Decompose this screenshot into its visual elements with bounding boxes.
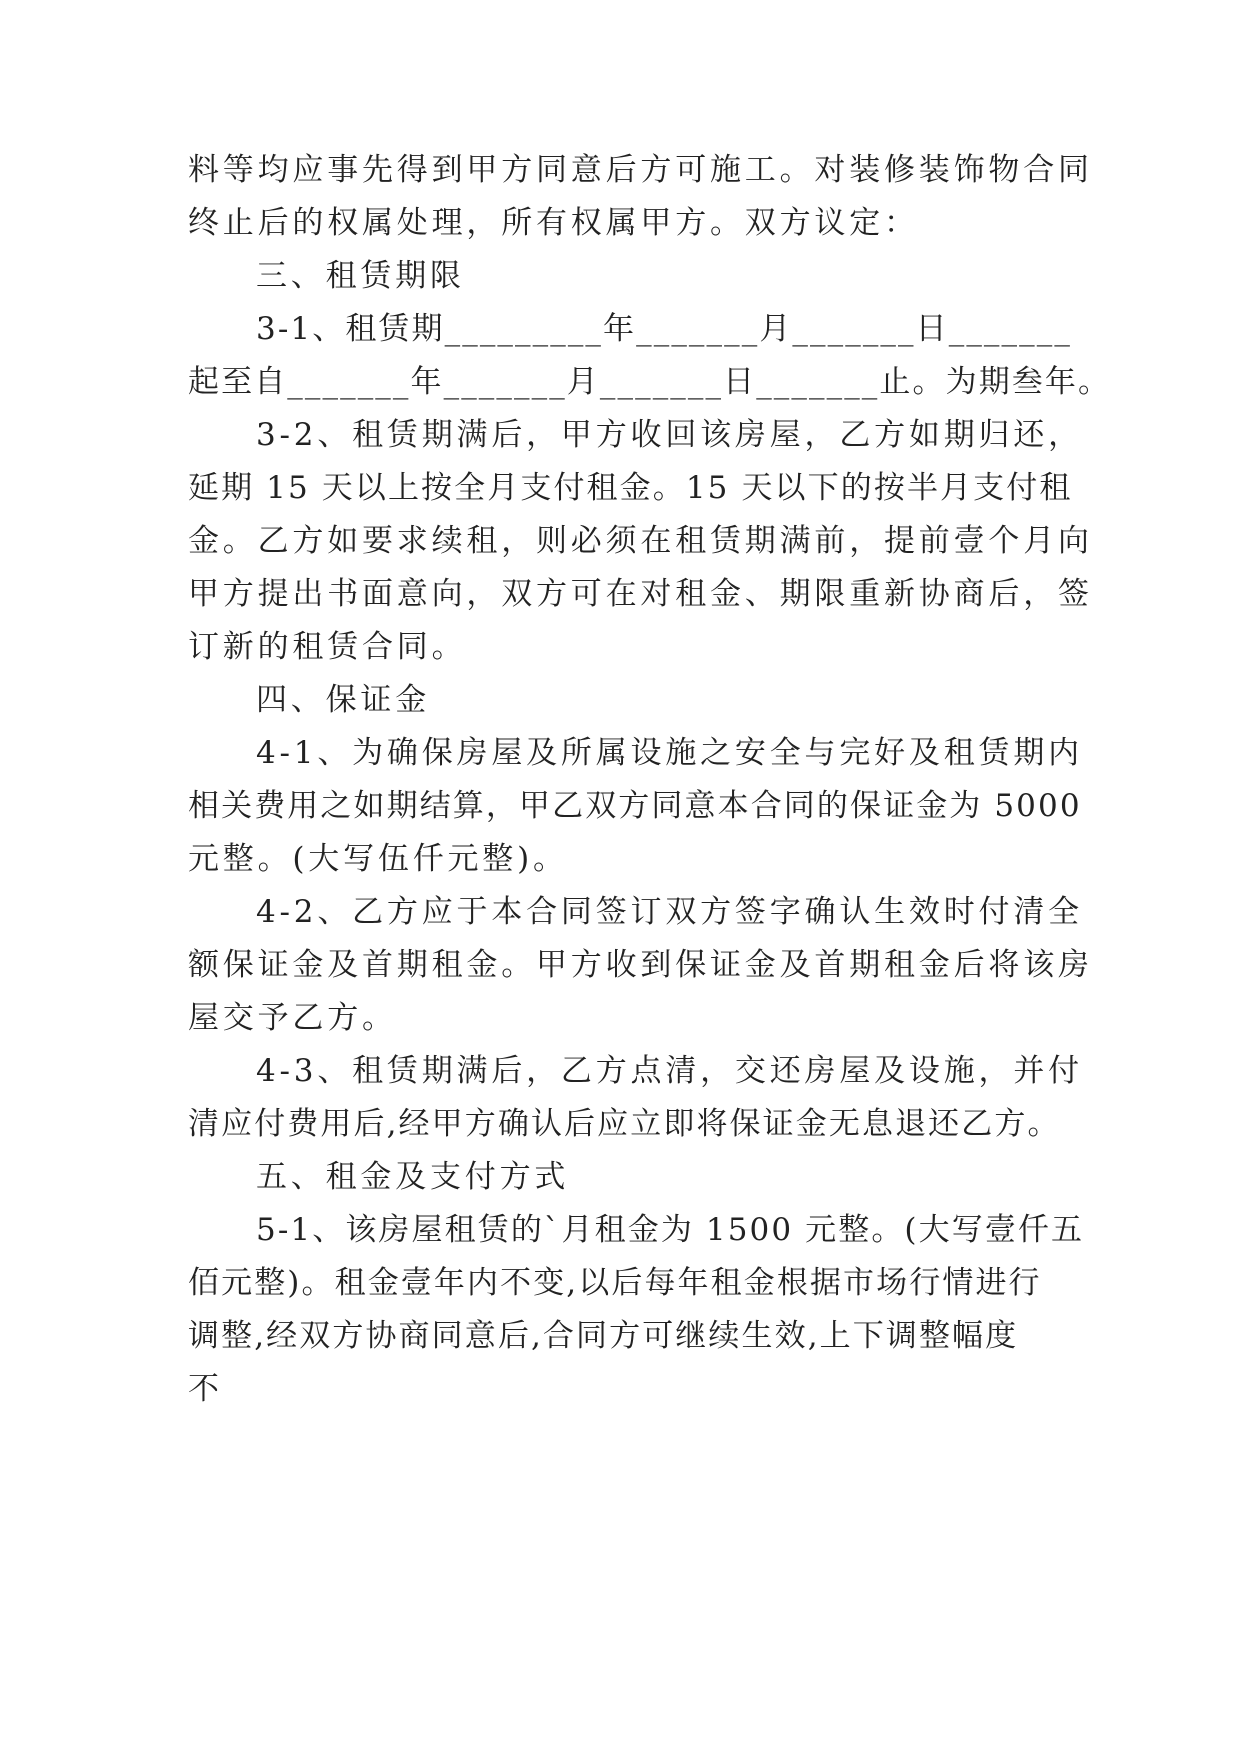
text-line: 4-3、租赁期满后，乙方点清，交还房屋及设施，并付	[256, 1053, 1083, 1089]
text-line: 清应付费用后,经甲方确认后应立即将保证金无息退还乙方。	[188, 1106, 1061, 1142]
text-line: 订新的租赁合同。	[188, 629, 467, 665]
text-line: 料等均应事先得到甲方同意后方可施工。对装修装饰物合同	[188, 152, 1093, 188]
section-heading: 五、租金及支付方式	[256, 1159, 570, 1195]
text-line: 佰元整)。租金壹年内不变,以后每年租金根据市场行情进行	[188, 1265, 1042, 1301]
text-line: 元整。(大写伍仟元整)。	[188, 841, 568, 877]
text-line: 相关费用之如期结算，甲乙双方同意本合同的保证金为 5000	[188, 788, 1082, 824]
text-line: 金。乙方如要求续租，则必须在租赁期满前，提前壹个月向	[188, 523, 1093, 559]
text-line: 终止后的权属处理，所有权属甲方。双方议定：	[188, 205, 919, 241]
text-line: 屋交予乙方。	[188, 1000, 397, 1036]
text-line: 额保证金及首期租金。甲方收到保证金及首期租金后将该房	[188, 947, 1093, 983]
text-line: 4-2、乙方应于本合同签订双方签字确认生效时付清全	[256, 894, 1083, 930]
section-heading: 三、租赁期限	[256, 258, 465, 294]
text-line: 不	[188, 1371, 223, 1407]
text-line: 3-2、租赁期满后，甲方收回该房屋，乙方如期归还，	[256, 417, 1083, 453]
text-line: 3-1、租赁期_________年_______月_______日_______	[256, 311, 1072, 347]
text-line: 甲方提出书面意向，双方可在对租金、期限重新协商后，签	[188, 576, 1093, 612]
text-line: 起至自_______年_______月_______日_______止。为期叁年。	[188, 364, 1112, 400]
text-line: 延期 15 天以上按全月支付租金。15 天以下的按半月支付租	[188, 470, 1073, 506]
text-line: 5-1、该房屋租赁的`月租金为 1500 元整。(大写壹仟五	[256, 1212, 1085, 1248]
text-line: 4-1、为确保房屋及所属设施之安全与完好及租赁期内	[256, 735, 1083, 771]
text-line: 调整,经双方协商同意后,合同方可继续生效,上下调整幅度	[188, 1318, 1019, 1354]
section-heading: 四、保证金	[256, 682, 430, 718]
